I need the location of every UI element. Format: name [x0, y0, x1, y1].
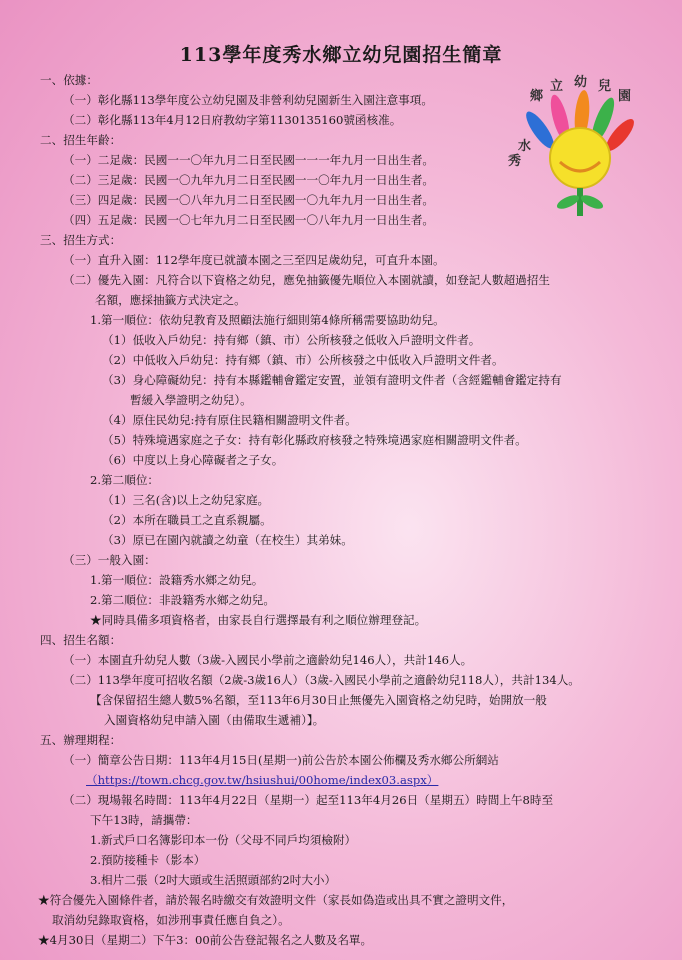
- svg-text:立: 立: [550, 79, 564, 94]
- section-age-heading: 二、招生年齡：: [40, 133, 122, 147]
- svg-text:兒: 兒: [598, 79, 612, 94]
- method-item: （三）一般入園：: [63, 553, 156, 567]
- basis-item: （二）彰化縣113年4月12日府教幼字第1130135160號函核准。: [63, 113, 402, 127]
- priority-item: （3）身心障礙幼兒：持有本縣鑑輔會鑑定安置，並領有證明文件者（含經鑑輔會鑑定持有: [102, 373, 562, 387]
- priority-item: （5）特殊境遇家庭之子女：持有彰化縣政府核發之特殊境遇家庭相關證明文件者。: [102, 433, 527, 447]
- note-star-cont: 取消幼兒錄取資格，如涉刑事責任應自負之）。: [52, 913, 290, 927]
- section-quota-heading: 四、招生名額：: [40, 633, 122, 647]
- age-item: （三）四足歲：民國一〇八年九月二日至民國一〇九年九月一日出生者。: [63, 193, 435, 207]
- svg-text:鄉: 鄉: [530, 89, 544, 104]
- priority-item: （3）原已在園內就讀之幼童（在校生）其弟妹。: [102, 533, 353, 547]
- quota-item: （二）113學年度可招收名額（2歲-3歲16人）（3歲-入國民小學前之適齡幼兒118人），共計134人。: [63, 673, 580, 687]
- svg-text:園: 園: [618, 89, 632, 104]
- priority-item: （2）中低收入戶幼兒：持有鄉（鎮、市）公所核發之中低收入戶證明文件者。: [102, 353, 504, 367]
- section-basis-heading: 一、依據：: [40, 73, 98, 87]
- method-item: （一）直升入園：112學年度已就讀本園之三至四足歲幼兒，可直升本園。: [63, 253, 445, 267]
- bring-item: 2.預防接種卡（影本）: [90, 853, 206, 867]
- priority-heading: 2.第二順位：: [90, 473, 160, 487]
- section-schedule-heading: 五、辦理期程：: [40, 733, 122, 747]
- note-star: ★符合優先入園條件者，請於報名時繳交有效證明文件（家長如偽造或出具不實之證明文件，: [38, 893, 514, 907]
- method-item: （二）優先入園：凡符合以下資格之幼兒，應免抽籤優先順位入本園就讀，如登記人數超過招生: [63, 273, 550, 287]
- website-link[interactable]: （https://town.chcg.gov.tw/hsiushui/00home/index03.aspx）: [86, 773, 439, 787]
- note-star: ★4月30日（星期二）下午3：00前公告登記報名之人數及名單。: [38, 933, 373, 947]
- basis-item: （一）彰化縣113學年度公立幼兒園及非營利幼兒園新生入園注意事項。: [63, 93, 433, 107]
- bring-item: 1.新式戶口名簿影印本一份（父母不同戶均須檢附）: [90, 833, 357, 847]
- priority-item: （1）低收入戶幼兒：持有鄉（鎮、市）公所核發之低收入戶證明文件者。: [102, 333, 481, 347]
- method-item-cont: 名額，應採抽籤方式決定之。: [95, 293, 246, 307]
- note-star: ★同時具備多項資格者，由家長自行選擇最有利之順位辦理登記。: [90, 613, 427, 627]
- svg-text:水: 水: [518, 139, 532, 154]
- priority-item: （2）本所在職員工之直系親屬。: [102, 513, 272, 527]
- age-item: （二）三足歲：民國一〇九年九月二日至民國一一〇年九月一日出生者。: [63, 173, 435, 187]
- general-item: 1.第一順位：設籍秀水鄉之幼兒。: [90, 573, 264, 587]
- quota-note-cont: 入園資格幼兒申請入園（由備取生遞補）】。: [104, 713, 325, 727]
- priority-item-cont: 暫緩入學證明之幼兒）。: [130, 393, 252, 407]
- quota-note: 【含保留招生總人數5%名額，至113年6月30日止無優先入園資格之幼兒時，始開放一般: [90, 693, 547, 707]
- age-item: （四）五足歲：民國一〇七年九月二日至民國一〇八年九月一日出生者。: [63, 213, 435, 227]
- flower-hand-logo: [500, 70, 650, 220]
- priority-item: （4）原住民幼兒:持有原住民籍相關證明文件者。: [102, 413, 357, 427]
- svg-text:幼: 幼: [574, 75, 588, 90]
- general-item: 2.第二順位：非設籍秀水鄉之幼兒。: [90, 593, 275, 607]
- schedule-item: （一）簡章公告日期：113年4月15日(星期一)前公告於本園公佈欄及秀水鄉公所網站: [63, 753, 499, 767]
- quota-item: （一）本園直升幼兒人數（3歲-入國民小學前之適齡幼兒146人），共計146人。: [63, 653, 473, 667]
- section-method-heading: 三、招生方式：: [40, 233, 122, 247]
- priority-heading: 1.第一順位：依幼兒教育及照顧法施行細則第4條所稱需要協助幼兒。: [90, 313, 445, 327]
- priority-item: （1）三名(含)以上之幼兒家庭。: [102, 493, 270, 507]
- page-title: 113學年度秀水鄉立幼兒園招生簡章: [179, 44, 503, 66]
- bring-item: 3.相片二張（2吋大頭或生活照頭部約2吋大小）: [90, 873, 337, 887]
- svg-text:秀: 秀: [508, 154, 522, 169]
- priority-item: （6）中度以上身心障礙者之子女。: [102, 453, 284, 467]
- schedule-item-cont: 下午13時，請攜帶：: [90, 813, 198, 827]
- schedule-item: （二）現場報名時間：113年4月22日（星期一）起至113年4月26日（星期五）時間上午8時至: [63, 793, 554, 807]
- age-item: （一）二足歲：民國一一〇年九月二日至民國一一一年九月一日出生者。: [63, 153, 435, 167]
